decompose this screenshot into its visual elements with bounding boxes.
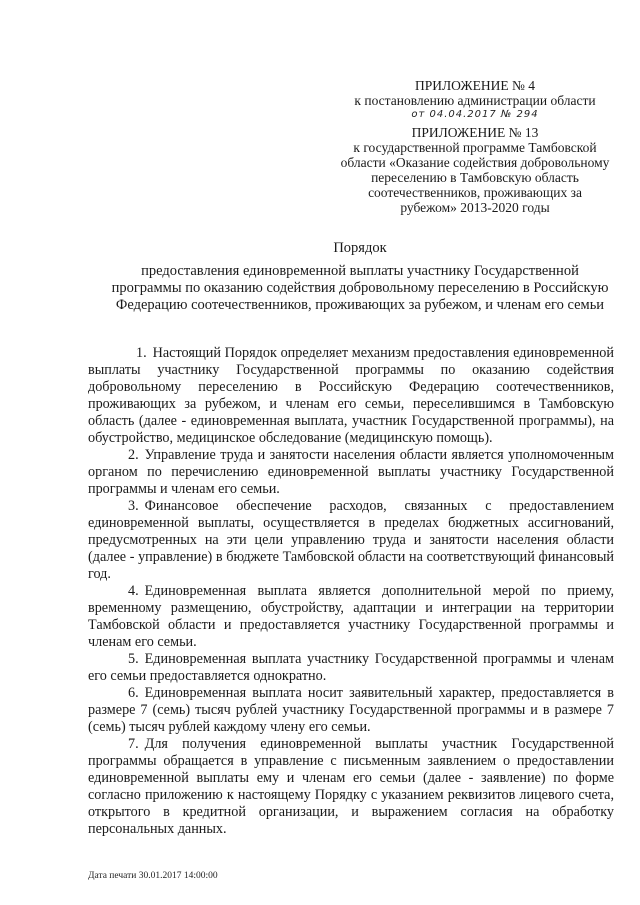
paragraph [88, 736, 614, 838]
annex-13-title: ПРИЛОЖЕНИЕ № 13 [411, 125, 539, 140]
annex-13-line: соотечественников, проживающих за [368, 185, 582, 200]
annex-13-line: переселению в Тамбовскую область [371, 170, 579, 185]
paragraph-text: Для получения единовременной выплаты участник Государственной программы обращается в управление с письменным заявлением о предоставлении единовременной выплаты ему и членам его семьи (далее - заявление) по форме согласно приложению к настоящему Порядку с указанием реквизитов лицевого счета, открытого в кредитной организации, и выражением согласия на обработку персональных данных. [88, 736, 614, 837]
handwritten-date-number: от 04.04.2017 № 294 [411, 109, 539, 120]
paragraph [88, 345, 614, 447]
title-line: программы по оказанию содействия добровольному переселению в Российскую [111, 280, 609, 296]
paragraph [88, 651, 614, 685]
title-line: Федерацию соотечественников, проживающих за рубежом, и членам его семьи [115, 297, 605, 313]
annex-4-title: ПРИЛОЖЕНИЕ № 4 [414, 78, 536, 93]
paragraph-text: Управление труда и занятости населения области является уполномоченным органом по перечислению единовременной выплаты участнику Государственной программы и членам его семьи. [88, 447, 614, 497]
annex-13-header [330, 125, 620, 215]
annex-13-line: области «Оказание содействия добровольному [340, 155, 610, 170]
document-title [90, 240, 630, 314]
print-date: Дата печати 30.01.2017 14:00:00 [88, 871, 218, 881]
document-body [88, 345, 614, 838]
annex-13-line: к государственной программе Тамбовской [353, 140, 597, 155]
paragraph-text: Единовременная выплата является дополнительной мерой по приему, временному размещению, обустройству, адаптации и интеграции на территории Тамбовской области и предоставляется участнику Государственной программы и членам его семьи. [88, 583, 614, 650]
paragraph-text: Единовременная выплата носит заявительный характер, предоставляется в размере 7 (семь) тысяч рублей участнику Государственной программы и в размере 7 (семь) тысяч рублей каждому члену его семьи. [88, 685, 614, 735]
paragraph [88, 583, 614, 651]
title-heading: Порядок [333, 240, 387, 256]
annex-13-line: рубежом» 2013-2020 годы [400, 200, 550, 215]
paragraph-text: Единовременная выплата участнику Государственной программы и членам его семьи предоставляется однократно. [88, 651, 614, 684]
paragraph-number: 6. [128, 685, 139, 701]
paragraph-number: 4. [128, 583, 139, 599]
paragraph-number: 5. [128, 651, 139, 667]
paragraph-text: Финансовое обеспечение расходов, связанных с предоставлением единовременной выплаты, осуществляется в пределах бюджетных ассигнований, предусмотренных на эти цели управлению труда и занятости населения области (далее - управление) в бюджете Тамбовской области на соответствующий финансовый год. [88, 498, 614, 582]
paragraph [88, 685, 614, 736]
paragraph-number: 3. [128, 498, 139, 514]
title-line: предоставления единовременной выплаты участнику Государственной [141, 263, 579, 279]
annex-4-reference: к постановлению администрации области [354, 93, 596, 108]
paragraph [88, 447, 614, 498]
paragraph-number: 1. [136, 345, 147, 361]
paragraph-text: Настоящий Порядок определяет механизм предоставления единовременной выплаты участнику Государственной программы по оказанию содействия добровольному переселению в Российскую Федерацию соотечественников, проживающих за рубежом, и членам его семьи, переселившимся в Тамбовскую область (далее - единовременная выплата, участник Государственной программы), на обустройство, медицинское обследование (медицинскую помощь). [88, 345, 614, 446]
paragraph-number: 7. [128, 736, 139, 752]
paragraph [88, 498, 614, 583]
annex-4-header [330, 78, 620, 122]
paragraph-number: 2. [128, 447, 139, 463]
